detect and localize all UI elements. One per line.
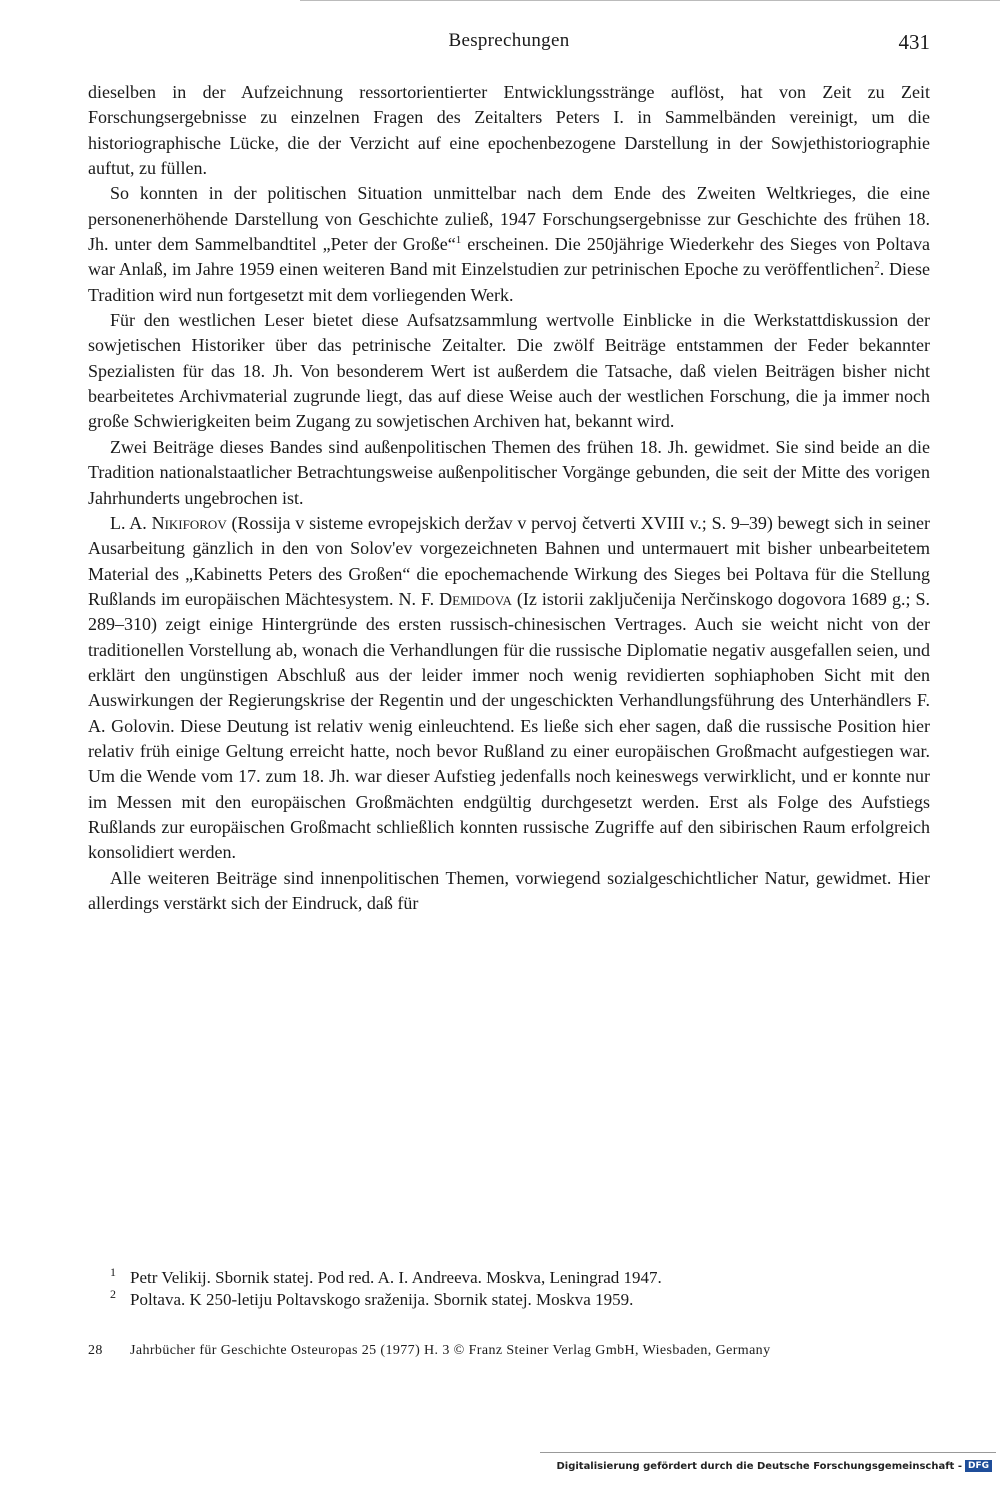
footnote-1: 1 Petr Velikij. Sbornik statej. Pod red. A. I. Andreeva. Moskva, Leningrad 1947.	[110, 1265, 662, 1287]
paragraph-2-part-c: . Diese Tradition wird nun fortgesetzt mit dem vorliegenden Werk.	[88, 259, 931, 305]
footnote-text: Poltava. K 250-letiju Poltavskogo sraženija. Sbornik statej. Moskva 1959.	[130, 1290, 634, 1309]
article-body	[88, 80, 930, 916]
paragraph-5-middle: (Rossija v sisteme evropejskich deržav v pervoj četverti XVIII v.; S. 9–39) bewegt sich in seiner Ausarbeitung gänzlich in den von Solov'ev vorgezeichneten Bahnen und untermauert mit bisher unbearbeitetem Material des „Kabinetts Peters des Großen“ die epochemachende Wirkung des Sieges bei Poltava für die Stellung Rußlands im europäischen Mächtesystem. N. F.	[88, 512, 930, 609]
footnote-text: Petr Velikij. Sbornik statej. Pod red. A. I. Andreeva. Moskva, Leningrad 1947.	[130, 1268, 662, 1287]
signature-mark: 28	[88, 1343, 103, 1358]
paragraph-2-part-a: So konnten in der politischen Situation unmittelbar nach dem Ende des Zweiten Weltkrieges, die eine personenerhöhende Darstellung von Geschichte zuließ, 1947 Forschungsergebnisse zur Geschichte des frühen 18. Jh. unter dem Sammelbandtitel „Peter der Große“	[88, 183, 930, 255]
author-name-nikiforov: Nikiforov	[151, 512, 227, 533]
paragraph-1: dieselben in der Aufzeichnung ressortorientierter Entwicklungsstränge auflöst, hat von Zeit zu Zeit Forschungsergebnisse zu einzelnen Fragen des Zeitalters Peters I. in Sammelbänden vereinigt, um die historiographische Lücke, die der Verzicht auf eine epochenbezogene Darstellung in der Sowjethistoriographie auftut, zu füllen.	[88, 82, 930, 179]
footnote-ref-2: 2	[874, 259, 880, 272]
author-name-demidova: Demidova	[439, 588, 512, 609]
page-number: 431	[898, 30, 930, 54]
paragraph-6: Alle weiteren Beiträge sind innenpolitischen Themen, vorwiegend sozialgeschichtlicher Natur, gewidmet. Hier allerdings verstärkt sich der Eindruck, daß für	[88, 867, 930, 913]
paragraph-5	[88, 511, 930, 866]
imprint-text: Jahrbücher für Geschichte Osteuropas 25 (1977) H. 3 © Franz Steiner Verlag GmbH, Wiesbaden, Germany	[130, 1343, 771, 1358]
dfg-logo-icon: DFG	[965, 1460, 992, 1472]
dfg-divider	[540, 1452, 996, 1453]
footnotes	[110, 1267, 930, 1311]
paragraph-3: Für den westlichen Leser bietet diese Aufsatzsammlung wertvolle Einblicke in die Werkstattdiskussion der sowjetischen Historiker über das petrinische Zeitalter. Die zwölf Beiträge entstammen der Feder bekannter Spezialisten für das 18. Jh. Von besonderem Wert ist außerdem die Tatsache, daß vielen Beiträgen bisher nicht bearbeitetes Archivmaterial zugrunde liegt, das auf diese Weise auch der westlichen Forschung, die ja immer noch große Schwierigkeiten beim Zugang zu sowjetischen Archiven hat, bekannt wird.	[88, 310, 930, 432]
footnote-ref-1: 1	[455, 234, 462, 247]
running-header	[88, 30, 930, 60]
running-title: Besprechungen	[448, 30, 570, 51]
paragraph-2-part-b: erscheinen. Die 250jährige Wiederkehr des Sieges von Poltava war Anlaß, im Jahre 1959 einen weiteren Band mit Einzelstudien zur petrinischen Epoche zu veröffentlichen	[88, 234, 930, 280]
dfg-text: Digitalisierung gefördert durch die Deutsche Forschungsgemeinschaft -	[556, 1461, 962, 1472]
dfg-funding-note	[556, 1460, 992, 1472]
journal-imprint	[88, 1343, 930, 1359]
footnote-2: 2 Poltava. K 250-letiju Poltavskogo sraženija. Sbornik statej. Moskva 1959.	[110, 1287, 634, 1309]
top-border-line	[300, 0, 1000, 1]
paragraph-5-intro: L. A.	[110, 512, 152, 533]
paragraph-4: Zwei Beiträge dieses Bandes sind außenpolitischen Themen des frühen 18. Jh. gewidmet. Sie sind beide an die Tradition nationalstaatlicher Betrachtungsweise außenpolitischer Vorgänge gebunden, die seit der Mitte des vorigen Jahrhunderts ungebrochen ist.	[88, 436, 930, 508]
paragraph-2	[88, 181, 930, 308]
paragraph-5-end: (Iz istorii zaključenija Nerčinskogo dogovora 1689 g.; S. 289–310) zeigt einige Hintergründe des ersten russisch-chinesischen Vertrages. Auch sie weicht nicht von der traditionellen Vorstellung ab, wonach die Verhandlungen für die russische Diplomatie negativ ausgefallen seien, und erklärt den ungünstigen Abschluß aus der leider immer noch wenig revidierten sophiaphoben Sicht mit den Auswirkungen der Regierungskrise der Regentin und der ungeschickten Verhandlungsführung des Unterhändlers F. A. Golovin. Diese Deutung ist relativ wenig einleuchtend. Es ließe sich eher sagen, daß die russische Position hier relativ früh einige Geltung erreicht hatte, noch bevor Rußland zu einer europäischen Großmacht aufgestiegen war. Um die Wende vom 17. zum 18. Jh. war dieser Aufstieg jedenfalls noch keineswegs verwirklicht, und er konnte nur im Messen mit den europäischen Großmächten endgültig durchgesetzt werden. Erst als Folge des Aufstiegs Rußlands zur europäischen Großmacht schließlich konnten russische Zugriffe auf den sibirischen Raum erfolgreich konsolidiert werden.	[88, 588, 930, 863]
